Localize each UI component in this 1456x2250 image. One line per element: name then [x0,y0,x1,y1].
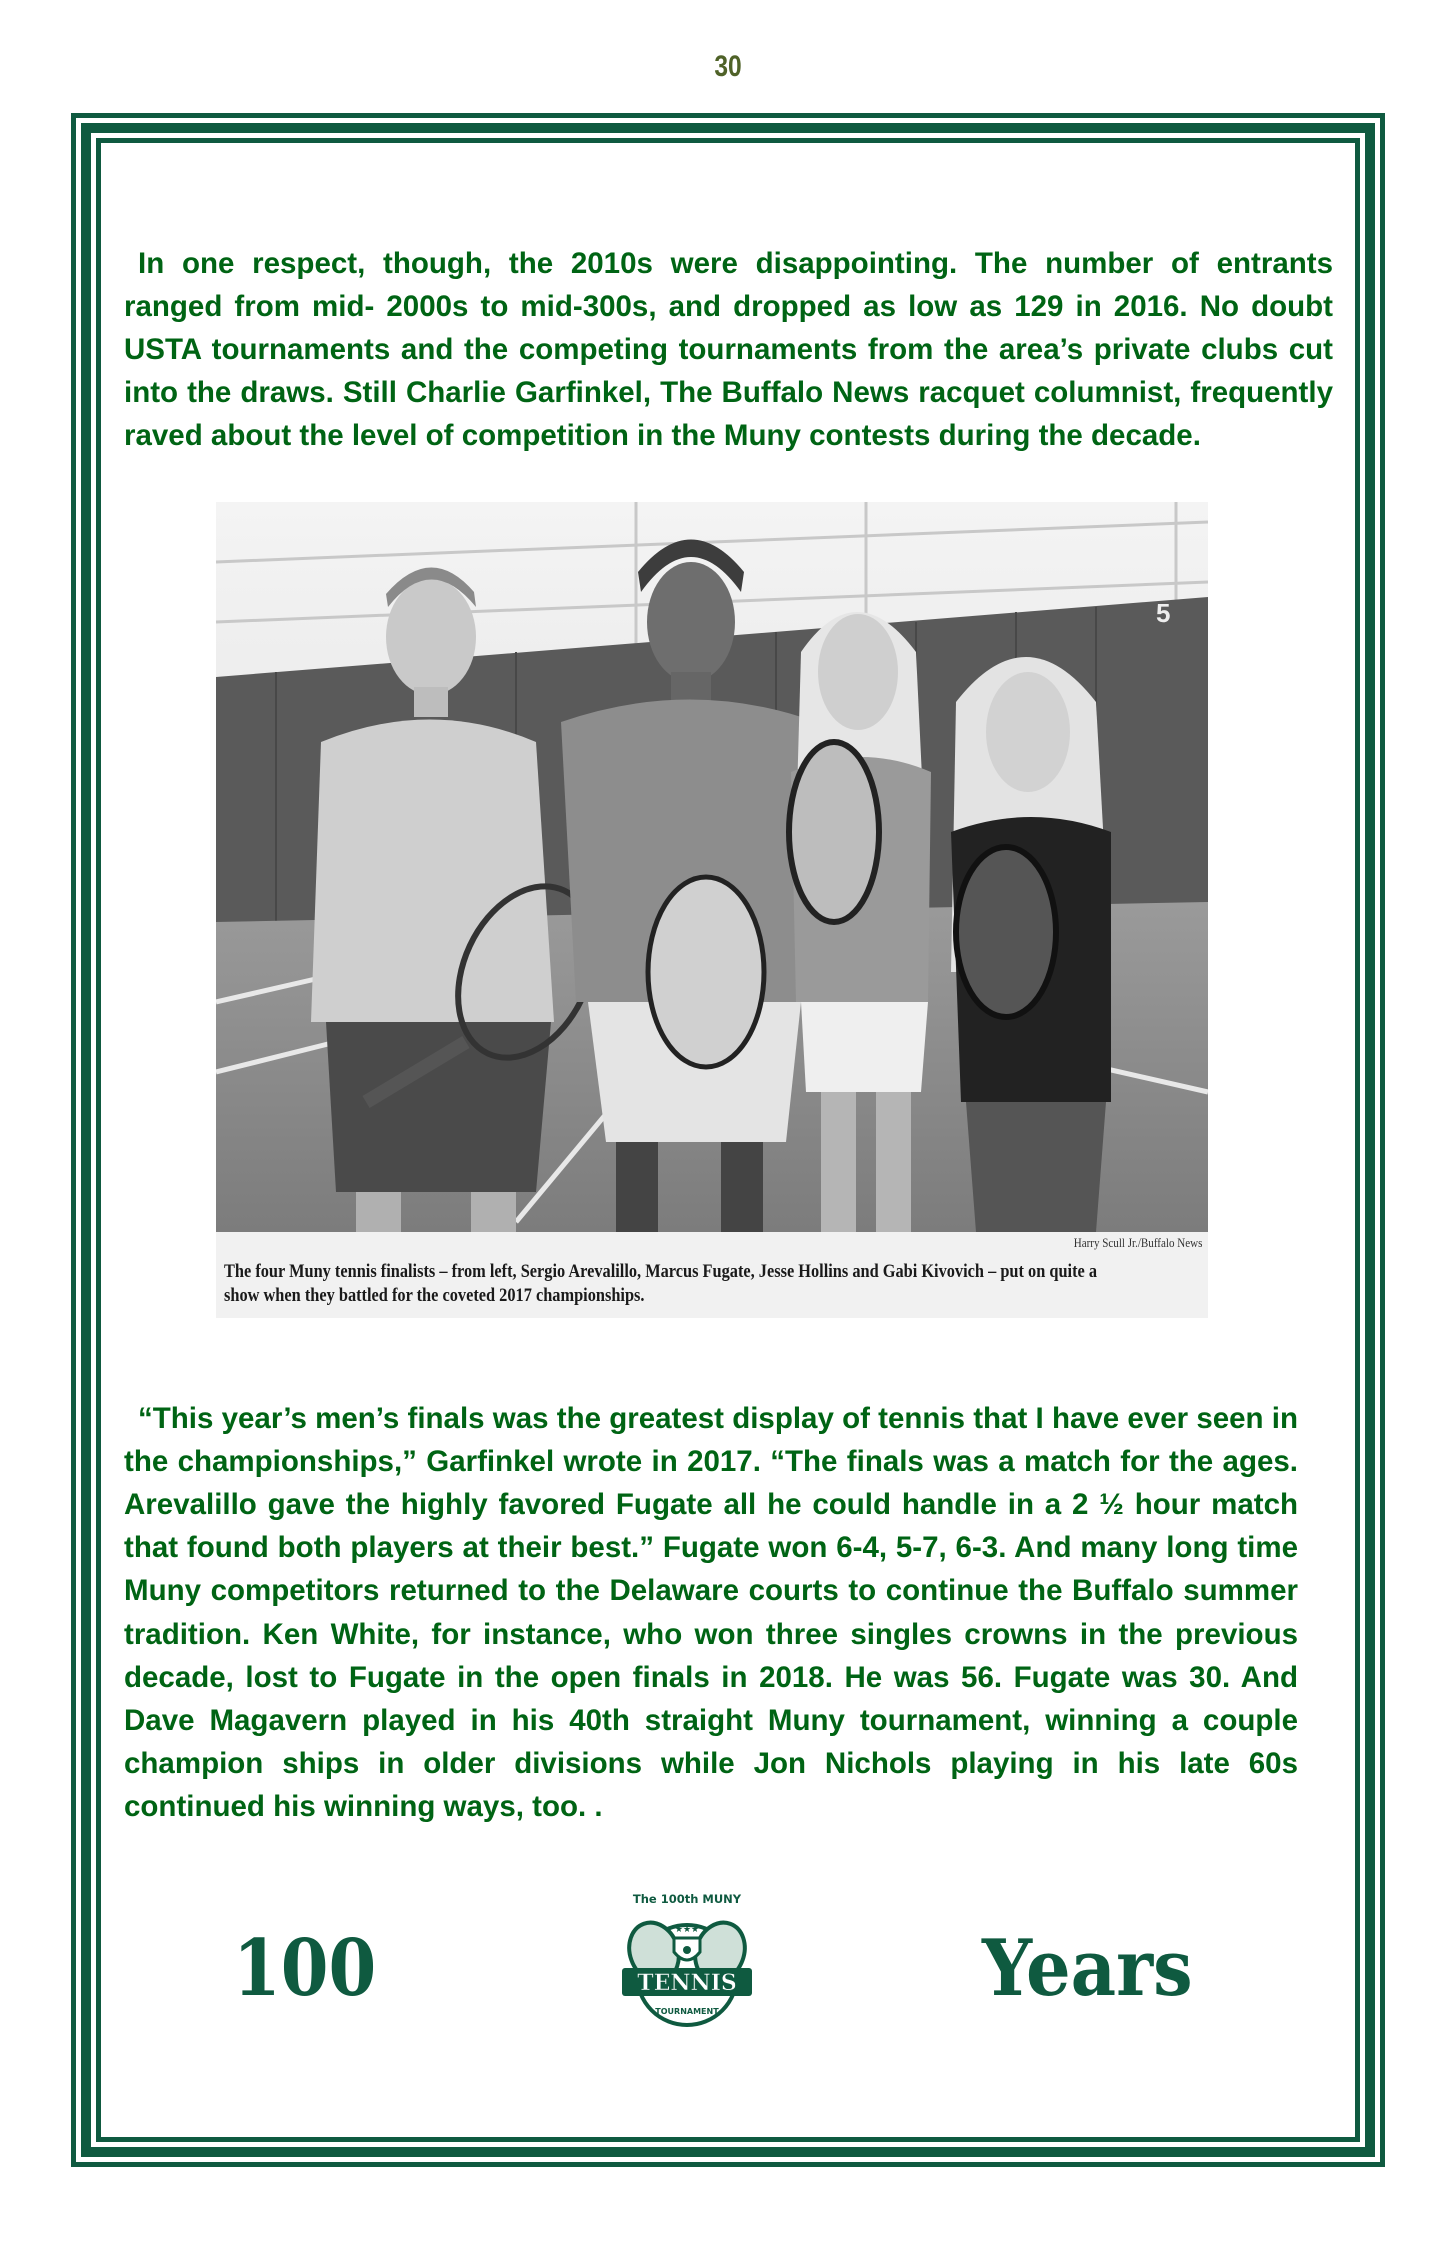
paragraph-1-text: In one respect, though, the 2010s were disappointing. The number of entrants ranged from mid- 2000s to mid-300s, and dropped as low as 129 in 2016. No doubt USTA tournaments and the competing tournaments from the area’s private clubs cut into the draws. Still Charlie Garfinkel, The Buffalo News racquet columnist, frequently raved about the level of competition in the Muny contests during the decade. [124,246,1333,453]
photo-credit: Harry Scull Jr./Buffalo News [1073,1235,1202,1250]
photo-caption: The four Muny tennis finalists – from left, Sergio Arevalillo, Marcus Fugate, Jesse Hollins and Gabi Kivovich – put on quite a show when they battled for the coveted 2017 championships. [224,1261,1098,1306]
page-number: 30 [714,50,742,83]
footer-left-word: 100 [233,1923,377,2014]
logo-bottom-text: TOURNAMENT [655,2007,719,2016]
muny-tennis-logo [612,1890,762,2030]
logo-main-text: TENNIS [637,1970,737,1996]
paragraph-2 [124,1397,1298,1829]
ball-icon [683,1946,691,1954]
finalists-photo [216,502,1208,1318]
paragraph-2-text: “This year’s men’s finals was the greatest display of tennis that I have ever seen in the championships,” Garfinkel wrote in 2017. “The finals was a match for the ages. Arevalillo gave the highly favored Fugate all he could handle in a 2 ½ hour match that found both players at their best.” Fugate won 6-4, 5-7, 6-3. And many long time Muny competitors returned to the Delaware courts to continue the Buffalo summer tradition. Ken White, for instance, who won three singles crowns in the previous decade, lost to Fugate in the open finals in 2018. He was 56. Fugate was 30. And Dave Magavern played in his 40th straight Muny tournament, winning a couple champion ships in older divisions while Jon Nichols playing in his late 60s continued his winning ways, too. . [124,1401,1298,1824]
court-number: 5 [1156,598,1171,628]
stars-icon: ★★★ [674,1925,700,1935]
photo-image [216,502,1208,1232]
logo-top-text: The 100th MUNY [632,1892,742,1906]
footer-right-word: Years [982,1923,1193,2014]
paragraph-1 [124,242,1333,458]
logo-emblem [612,1890,762,2030]
person-gabi [951,657,1111,1232]
